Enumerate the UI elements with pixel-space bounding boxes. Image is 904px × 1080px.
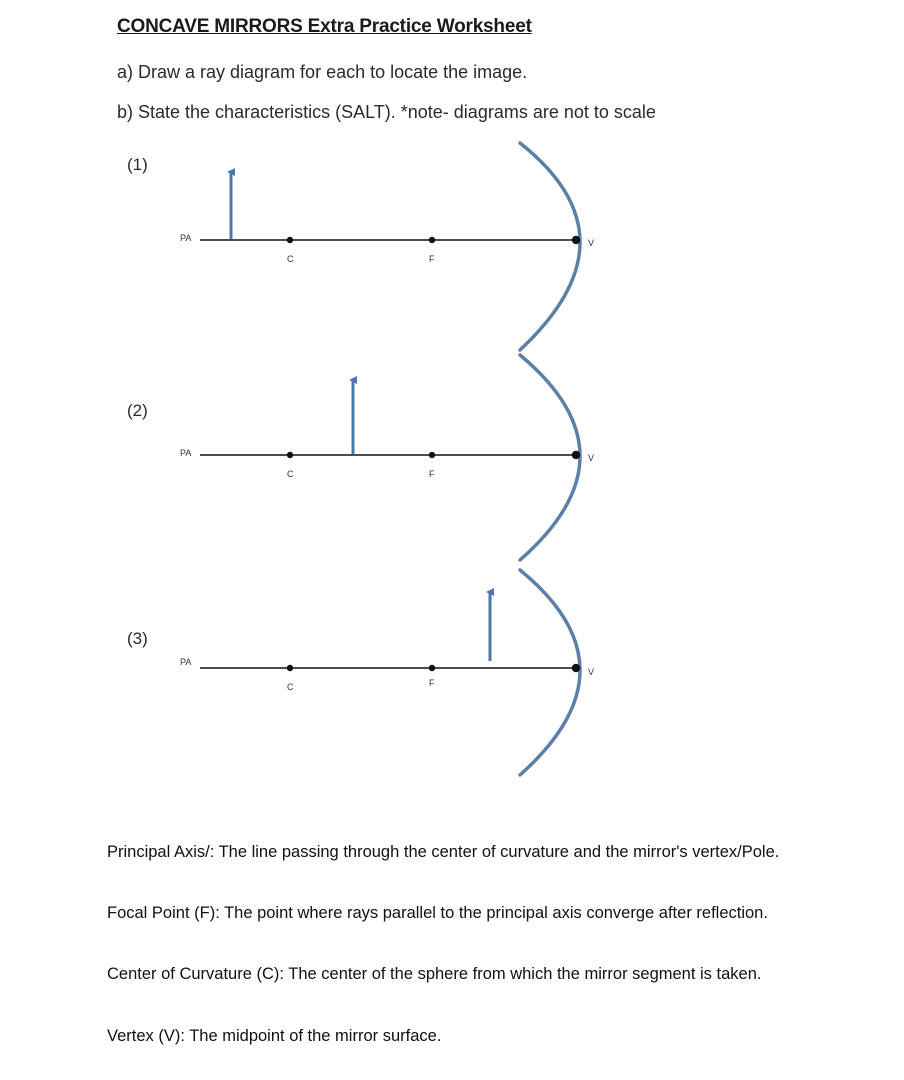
point-v-3 bbox=[572, 664, 580, 672]
label-v-1: V bbox=[588, 238, 595, 248]
diagram-1 bbox=[180, 143, 594, 350]
axis-label-pa-3: PA bbox=[180, 657, 192, 667]
concave-mirror-3 bbox=[520, 570, 580, 775]
diagram-number-2: (2) bbox=[127, 401, 148, 420]
label-f-3: F bbox=[429, 678, 435, 688]
point-f-2 bbox=[429, 452, 435, 458]
label-f-1: F bbox=[429, 254, 435, 264]
point-c-3 bbox=[287, 665, 293, 671]
diagram-number-3: (3) bbox=[127, 629, 148, 648]
point-v-1 bbox=[572, 236, 580, 244]
definition-principal-axis: Principal Axis/: The line passing through the center of curvature and the mirror's vertex/Pole. bbox=[107, 843, 780, 861]
label-f-2: F bbox=[429, 469, 435, 479]
label-c-2: C bbox=[287, 469, 294, 479]
definition-center-of-curvature: Center of Curvature (C): The center of the sphere from which the mirror segment is taken. bbox=[107, 965, 762, 983]
diagram-number-1: (1) bbox=[127, 155, 148, 174]
point-v-2 bbox=[572, 451, 580, 459]
label-v-3: V bbox=[588, 667, 595, 677]
instruction-a: a) Draw a ray diagram for each to locate the image. bbox=[117, 62, 528, 82]
definition-focal-point: Focal Point (F): The point where rays parallel to the principal axis converge after reflection. bbox=[107, 904, 768, 922]
definition-vertex: Vertex (V): The midpoint of the mirror surface. bbox=[107, 1027, 442, 1045]
worksheet-title: CONCAVE MIRRORS Extra Practice Worksheet bbox=[117, 16, 532, 37]
label-v-2: V bbox=[588, 453, 595, 463]
point-c-2 bbox=[287, 452, 293, 458]
axis-label-pa-2: PA bbox=[180, 448, 192, 458]
point-c-1 bbox=[287, 237, 293, 243]
axis-label-pa-1: PA bbox=[180, 233, 192, 243]
concave-mirror-1 bbox=[520, 143, 580, 350]
point-f-1 bbox=[429, 237, 435, 243]
label-c-3: C bbox=[287, 682, 294, 692]
diagram-3 bbox=[180, 570, 594, 775]
instruction-b: b) State the characteristics (SALT). *note- diagrams are not to scale bbox=[117, 102, 656, 122]
label-c-1: C bbox=[287, 254, 294, 264]
concave-mirror-2 bbox=[520, 355, 580, 560]
point-f-3 bbox=[429, 665, 435, 671]
diagram-2 bbox=[180, 355, 594, 560]
